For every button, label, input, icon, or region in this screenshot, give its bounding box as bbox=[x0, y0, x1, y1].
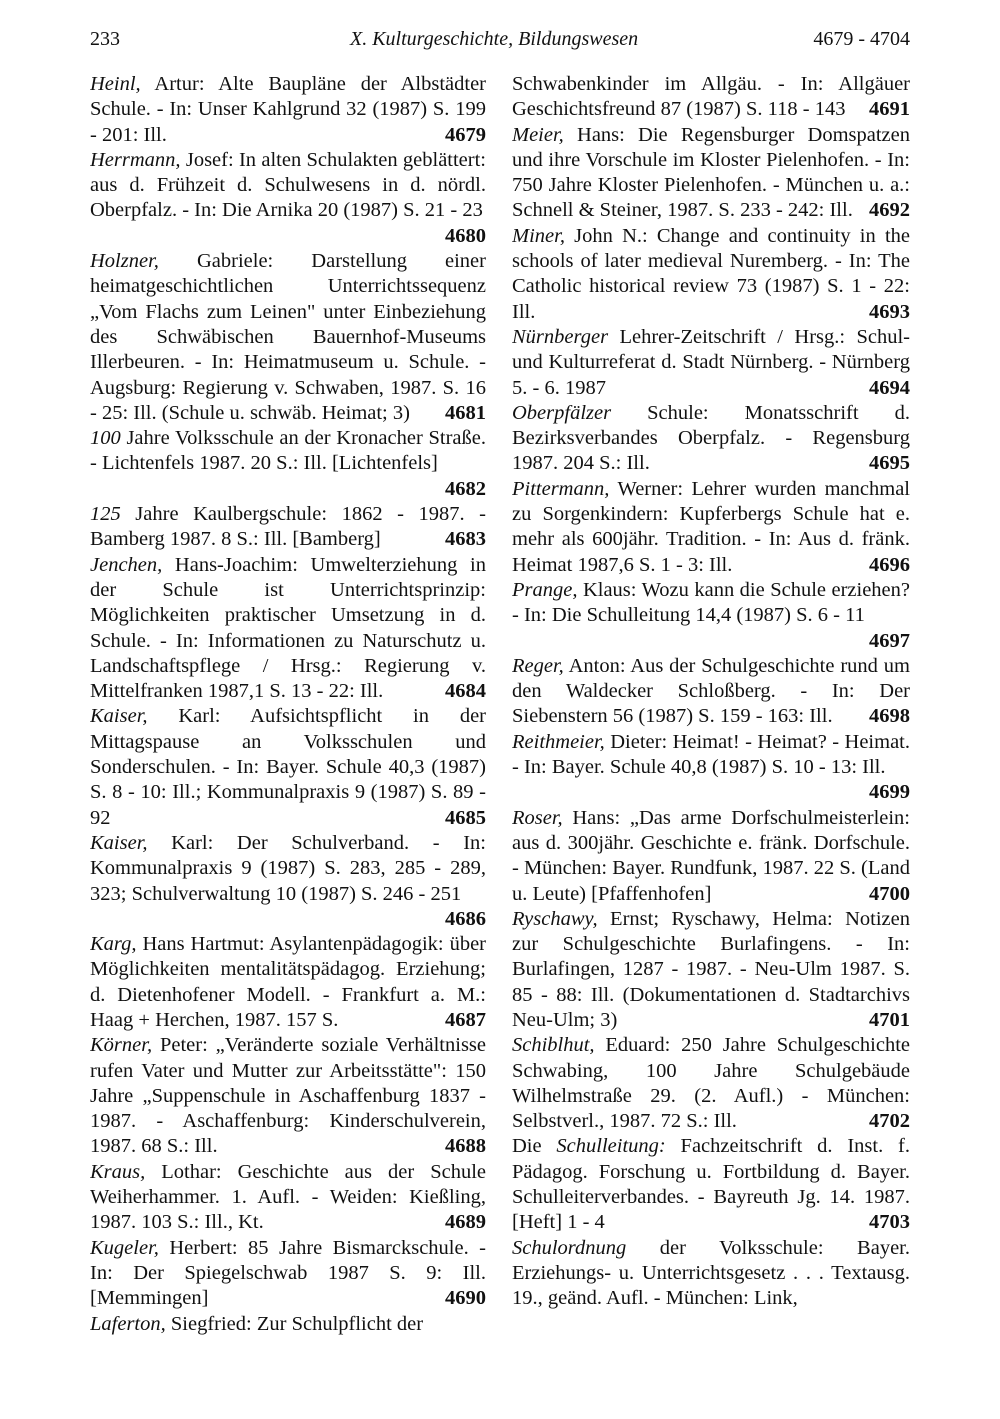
entry-number: 4689 bbox=[445, 1211, 486, 1234]
bibliography-entry bbox=[90, 831, 486, 932]
left-column bbox=[90, 72, 486, 1412]
bibliography-entry bbox=[512, 224, 910, 325]
bibliography-entry bbox=[90, 148, 486, 249]
entry-author: Kraus, bbox=[90, 1160, 146, 1183]
entry-author: 125 bbox=[90, 503, 121, 526]
entry-number: 4679 bbox=[445, 123, 486, 146]
entry-number: 4690 bbox=[445, 1287, 486, 1310]
entry-text: Jahre Volksschule an der Kronacher Straße. - Lichtenfels 1987. 20 S.: Ill. [Lichtenfels] bbox=[90, 427, 486, 475]
entry-number: 4700 bbox=[869, 882, 910, 905]
entry-text: Klaus: Wozu kann die Schule erziehen? - In: Die Schulleitung 14,4 (1987) S. 6 - 11 bbox=[512, 578, 910, 627]
entry-number: 4691 bbox=[869, 98, 910, 121]
bibliography-entry bbox=[90, 1236, 486, 1312]
entry-author: Nürnberger bbox=[512, 325, 609, 348]
entry-number: 4687 bbox=[445, 1008, 486, 1031]
entry-author: Heinl, bbox=[90, 73, 141, 95]
entry-number: 4692 bbox=[869, 199, 910, 222]
entry-author: Prange, bbox=[512, 578, 578, 601]
bibliography-entry bbox=[512, 123, 910, 224]
entry-text: John N.: Change and continuity in the schools of later medieval Nuremberg. - In: The Catholic historical review 73 (1987) S. 1 - 22: Ill. bbox=[512, 224, 910, 323]
entry-text: Schwabenkinder im Allgäu. - In: Allgäuer Geschichtsfreund 87 (1987) S. 118 - 143 bbox=[512, 73, 910, 121]
entry-author: Jenchen, bbox=[90, 553, 163, 576]
entry-number: 4682 bbox=[445, 477, 486, 500]
entry-author: Kaiser, bbox=[90, 831, 148, 854]
bibliography-entry bbox=[512, 72, 910, 123]
entry-text: Artur: Alte Baupläne der Albstädter Schule. - In: Unser Kahlgrund 32 (1987) S. 199 - 201: Ill. bbox=[90, 73, 486, 146]
entry-text: Siegfried: Zur Schulpflicht der bbox=[165, 1312, 424, 1335]
bibliography-entry bbox=[512, 1236, 910, 1312]
entry-author: Die Schulleitung: bbox=[512, 1135, 666, 1158]
entry-text: Fachzeitschrift d. Inst. f. Pädagog. Forschung u. Fortbildung d. Bayer. Schulleiterverbandes. - Bayreuth Jg. 14. 1987. [Heft] 1 - 4 bbox=[512, 1135, 910, 1234]
page-header bbox=[90, 22, 910, 56]
entry-author: Miner, bbox=[512, 224, 565, 247]
bibliography-entry bbox=[90, 426, 486, 502]
bibliography-entry bbox=[512, 806, 910, 907]
entry-number: 4695 bbox=[869, 452, 910, 475]
bibliography-entry bbox=[90, 1160, 486, 1236]
entry-number: 4686 bbox=[445, 907, 486, 930]
entry-number: 4685 bbox=[445, 806, 486, 829]
bibliography-entry bbox=[90, 502, 486, 553]
entry-text: Karl: Aufsichtspflicht in der Mittagspause an Volksschulen und Sonderschulen. - In: Bayer. Schule 40,3 (1987) S. 8 - 10: Ill.; Kommunalpraxis 9 (1987) S. 89 - 92 bbox=[90, 705, 486, 829]
entry-text: Eduard: 250 Jahre Schulgeschichte Schwabing, 100 Jahre Schulgebäude Wilhelmstraße 29. (2. Aufl.) - München: Selbstverl., 1987. 72 S.: Ill. bbox=[512, 1034, 910, 1133]
entry-number: 4697 bbox=[869, 629, 910, 652]
entry-number: 4680 bbox=[445, 224, 486, 247]
entry-number: 4699 bbox=[869, 781, 910, 804]
entry-number: 4698 bbox=[869, 705, 910, 728]
entry-author: Reithmeier, bbox=[512, 730, 605, 753]
entry-author: Oberpfälzer bbox=[512, 401, 612, 424]
entry-text: Anton: Aus der Schulgeschichte rund um den Waldecker Schloßberg. - In: Der Siebenstern 56 (1987) S. 159 - 163: Ill. bbox=[512, 654, 910, 728]
bibliography-entry bbox=[90, 932, 486, 1033]
entry-author: Holzner, bbox=[90, 250, 159, 273]
entry-author: Laferton, bbox=[90, 1312, 166, 1335]
entry-text: Gabriele: Darstellung einer heimatgeschichtlichen Unterrichtssequenz „Vom Flachs zum Leinen" unter Einbeziehung des Schwäbischen Bauernhof-Museums Illerbeuren. - In: Heimatmuseum u. Schule. - Augsburg: Regierung v. Schwaben, 1987. S. 16 - 25: Ill. (Schule u. schwäb. Heimat; 3) bbox=[90, 250, 486, 424]
bibliography-entry bbox=[512, 654, 910, 730]
entry-text: Schule: Monatsschrift d. Bezirksverbandes Oberpfalz. - Regensburg 1987. 204 S.: Ill. bbox=[512, 401, 910, 475]
entry-text: Hans: „Das arme Dorfschulmeisterlein: aus d. 300jähr. Geschichte e. fränk. Dorfschule. - München: Bayer. Rundfunk, 1987. 22 S. (Land u. Leute) [Pfaffenhofen] bbox=[512, 806, 910, 905]
bibliography-entry bbox=[512, 1033, 910, 1134]
entry-text: Werner: Lehrer wurden manchmal zu Sorgenkindern: Kupferbergs Schule hat e. mehr als 600jähr. Tradition. - In: Aus d. fränk. Heimat 1987,6 S. 1 - 3: Ill. bbox=[512, 477, 910, 576]
entry-text: Herbert: 85 Jahre Bismarckschule. - In: Der Spiegelschwab 1987 S. 9: Ill. [Memmingen] bbox=[90, 1236, 486, 1310]
entry-author: 100 bbox=[90, 427, 121, 450]
entry-text: Ernst; Ryschawy, Helma: Notizen zur Schulgeschichte Burlafingens. - In: Burlafingen, 1287 - 1987. - Neu-Ulm 1987. S. 85 - 88: Ill. (Dokumentationen d. Stadtarchivs Neu-Ulm; 3) bbox=[512, 907, 910, 1031]
bibliography-entry bbox=[90, 1033, 486, 1159]
entry-author: Meier, bbox=[512, 123, 564, 146]
bibliography-entry bbox=[512, 578, 910, 654]
entry-author: Roser, bbox=[512, 806, 563, 829]
bibliography-entry bbox=[512, 730, 910, 806]
entry-text: Hans: Die Regensburger Domspatzen und ihre Vorschule im Kloster Pielenhofen. - In: 750 Jahre Kloster Pielenhofen. - München u. a.: Schnell & Steiner, 1987. S. 233 - 242: Ill. bbox=[512, 123, 910, 222]
right-column bbox=[512, 72, 910, 1412]
entry-author: Ryschawy, bbox=[512, 907, 598, 930]
entry-author: Herrmann, bbox=[90, 148, 181, 171]
entry-author: Schulordnung bbox=[512, 1236, 627, 1259]
bibliography-entry bbox=[90, 249, 486, 426]
entry-author: Kugeler, bbox=[90, 1236, 159, 1259]
entry-number: 4694 bbox=[869, 376, 910, 399]
entry-author: Reger, bbox=[512, 654, 564, 677]
entry-author: Pittermann, bbox=[512, 477, 610, 500]
entry-author: Schiblhut, bbox=[512, 1034, 595, 1057]
entry-text: Lehrer-Zeitschrift / Hrsg.: Schul- und Kulturreferat d. Stadt Nürnberg. - Nürnberg 5. - 6. 1987 bbox=[512, 325, 910, 399]
entry-number: 4684 bbox=[445, 680, 486, 703]
entry-text: Peter: „Veränderte soziale Verhältnisse rufen Vater und Mutter zur Arbeitsstätte": 150 Jahre „Suppenschule in Aschaffenburg 1837 - 1987. - Aschaffenburg: Kinderschulverein, 1987. 68 S.: Ill. bbox=[90, 1034, 486, 1158]
page-number: 233 bbox=[90, 28, 120, 50]
section-title: X. Kulturgeschichte, Bildungswesen bbox=[350, 28, 639, 50]
entry-author: Kaiser, bbox=[90, 705, 148, 728]
bibliography-entry bbox=[512, 907, 910, 1033]
entry-text: Lothar: Geschichte aus der Schule Weiherhammer. 1. Aufl. - Weiden: Kießling, 1987. 103 S.: Ill., Kt. bbox=[90, 1160, 486, 1234]
entry-number: 4693 bbox=[869, 300, 910, 323]
entry-number: 4701 bbox=[869, 1008, 910, 1031]
bibliography-entry bbox=[90, 72, 486, 148]
entry-number: 4702 bbox=[869, 1110, 910, 1133]
bibliography-entry bbox=[90, 704, 486, 830]
entry-number: 4683 bbox=[445, 528, 486, 551]
entry-number: 4681 bbox=[445, 401, 486, 424]
entry-text: Karl: Der Schulverband. - In: Kommunalpraxis 9 (1987) S. 283, 285 - 289, 323; Schulverwaltung 10 (1987) S. 246 - 251 bbox=[90, 831, 486, 905]
bibliography-entry bbox=[512, 325, 910, 401]
bibliography-entry bbox=[90, 553, 486, 705]
entry-author: Karg, bbox=[90, 933, 137, 956]
bibliography-entry bbox=[512, 477, 910, 578]
entry-number: 4688 bbox=[445, 1135, 486, 1158]
entry-number: 4696 bbox=[869, 553, 910, 576]
bibliography-entry bbox=[512, 401, 910, 477]
entry-text: Josef: In alten Schulakten geblättert: aus d. Frühzeit d. Schulwesens in d. nördl. Oberpfalz. - In: Die Arnika 20 (1987) S. 21 - 23 bbox=[90, 148, 486, 222]
entry-range: 4679 - 4704 bbox=[813, 28, 910, 50]
bibliography-entry bbox=[512, 1134, 910, 1235]
entry-author: Körner, bbox=[90, 1034, 153, 1057]
entry-text: Hans Hartmut: Asylantenpädagogik: über Möglichkeiten mentalitätspädagog. Erziehung; d. Dietenhofener Modell. - Frankfurt a. M.: Haag + Herchen, 1987. 157 S. bbox=[90, 933, 486, 1031]
entry-text: der Volksschule: Bayer. Erziehungs- u. Unterrichtsgesetz . . . Textausg. 19., geänd. Aufl. - München: Link, bbox=[512, 1236, 910, 1310]
entry-text: Hans-Joachim: Umwelterziehung in der Schule ist Unterrichtsprinzip: Möglichkeiten praktischer Umsetzung in d. Schule. - In: Informationen zu Naturschutz u. Landschaftspflege / Hrsg.: Regierung v. Mittelfranken 1987,1 S. 13 - 22: Ill. bbox=[90, 553, 486, 703]
entry-text: Jahre Kaulbergschule: 1862 - 1987. - Bamberg 1987. 8 S.: Ill. [Bamberg] bbox=[90, 503, 486, 551]
entry-text: Dieter: Heimat! - Heimat? - Heimat. - In: Bayer. Schule 40,8 (1987) S. 10 - 13: Ill. bbox=[512, 730, 910, 779]
bibliography-entry bbox=[90, 1312, 486, 1337]
entry-number: 4703 bbox=[869, 1211, 910, 1234]
